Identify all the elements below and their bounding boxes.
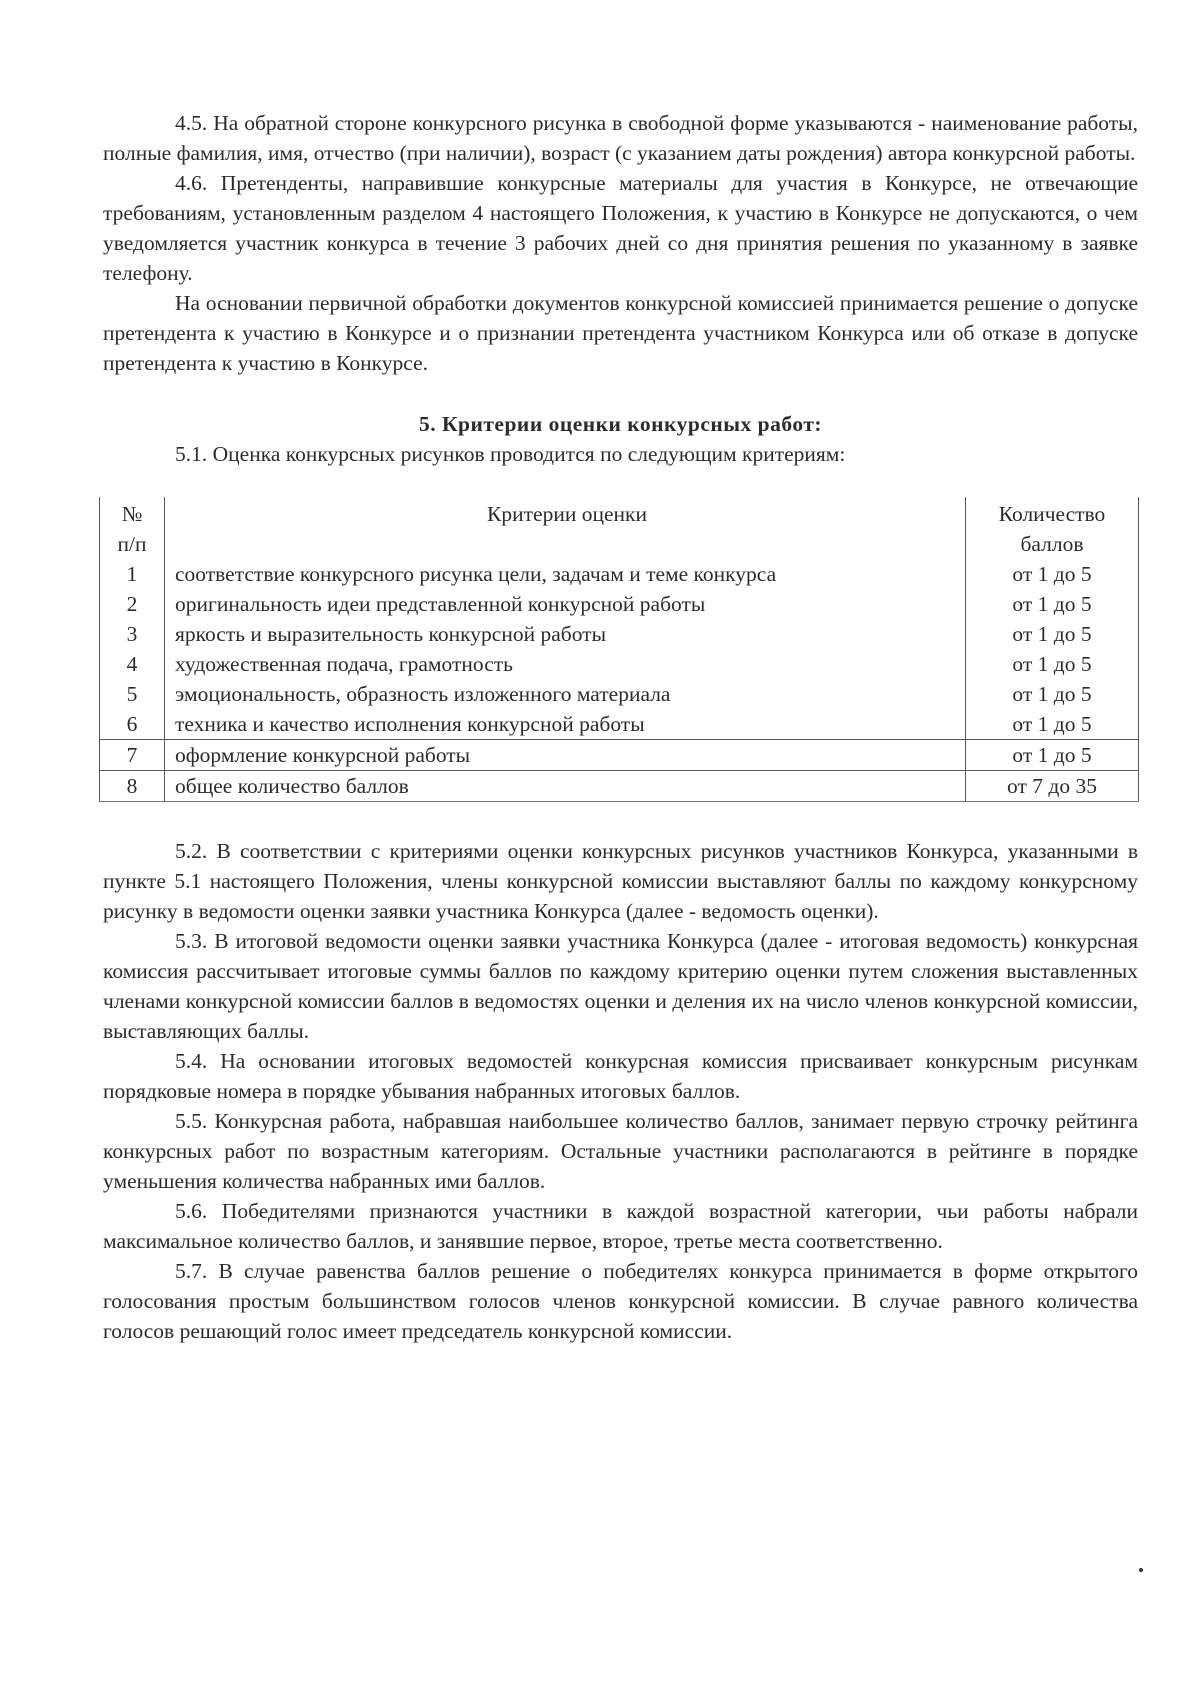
paragraph-5-2: 5.2. В соответствии с критериями оценки конкурсных рисунков участников Конкурса, указанными в пункте 5.1 настоящего Положения, члены конкурсной комиссии выставляют баллы по каждому конкурсному рисунку в ведомости оценки заявки участника Конкурса (далее - ведомость оценки). [103, 839, 1138, 923]
header-points [966, 497, 1139, 559]
row-points: от 1 до 5 [966, 709, 1139, 740]
stray-mark [1139, 1568, 1143, 1572]
row-points: от 1 до 5 [966, 679, 1139, 709]
paragraph-5-6: 5.6. Победителями признаются участники в каждой возрастной категории, чьи работы набрали максимальное количество баллов, и занявшие первое, второе, третье места соответственно. [103, 1199, 1138, 1253]
table-row [100, 619, 1139, 649]
row-criterion: оформление конкурсной работы [165, 740, 966, 771]
table-row [100, 771, 1139, 802]
header-criterion: Критерии оценки [165, 497, 966, 559]
row-number: 8 [100, 771, 165, 802]
row-points: от 1 до 5 [966, 619, 1139, 649]
row-criterion: техника и качество исполнения конкурсной работы [165, 709, 966, 740]
row-points: от 1 до 5 [966, 559, 1139, 589]
row-number: 1 [100, 559, 165, 589]
row-number: 3 [100, 619, 165, 649]
header-number [100, 497, 165, 559]
row-number: 2 [100, 589, 165, 619]
table-row [100, 679, 1139, 709]
table-row [100, 740, 1139, 771]
table-header-row [100, 497, 1139, 559]
header-points-line1: Количество [998, 502, 1106, 526]
paragraph-5-3: 5.3. В итоговой ведомости оценки заявки участника Конкурса (далее - итоговая ведомость) конкурсная комиссия рассчитывает итоговые суммы баллов по каждому критерию оценки путем сложения выставленных членами конкурсной комиссии баллов в ведомостях оценки и деления их на число членов конкурсной комиссии, выставляющих баллы. [103, 929, 1138, 1043]
paragraph-5-5: 5.5. Конкурсная работа, набравшая наибольшее количество баллов, занимает первую строчку рейтинга конкурсных работ по возрастным категориям. Остальные участники располагаются в рейтинге в порядке уменьшения количества набранных ими баллов. [103, 1109, 1138, 1193]
spacer [103, 802, 1138, 836]
row-criterion: эмоциональность, образность изложенного материала [165, 679, 966, 709]
document-page [103, 108, 1138, 1346]
header-number-line1: № [121, 502, 143, 526]
paragraph-5-4: 5.4. На основании итоговых ведомостей конкурсная комиссия присваивает конкурсным рисункам порядковые номера в порядке убывания набранных итоговых баллов. [103, 1049, 1138, 1103]
row-number: 6 [100, 709, 165, 740]
paragraph-4-decision: На основании первичной обработки документов конкурсной комиссией принимается решение о допуске претендента к участию в Конкурсе и о признании претендента участником Конкурса или об отказе в допуске претендента к участию в Конкурсе. [103, 291, 1138, 375]
row-criterion: яркость и выразительность конкурсной работы [165, 619, 966, 649]
row-number: 7 [100, 740, 165, 771]
paragraph-4-6: 4.6. Претенденты, направившие конкурсные материалы для участия в Конкурсе, не отвечающие требованиям, установленным разделом 4 настоящего Положения, к участию в Конкурсе не допускаются, о чем уведомляется участник конкурса в течение 3 рабочих дней со дня принятия решения по указанному в заявке телефону. [103, 171, 1138, 285]
section-5-heading: 5. Критерии оценки конкурсных работ: [418, 412, 823, 436]
row-number: 5 [100, 679, 165, 709]
row-points: от 1 до 5 [966, 740, 1139, 771]
table-row [100, 589, 1139, 619]
table-row [100, 559, 1139, 589]
row-criterion: художественная подача, грамотность [165, 649, 966, 679]
row-criterion: общее количество баллов [165, 771, 966, 802]
table-row [100, 709, 1139, 740]
row-number: 4 [100, 649, 165, 679]
header-points-line2: баллов [1020, 532, 1084, 556]
paragraph-5-7: 5.7. В случае равенства баллов решение о победителях конкурса принимается в форме открытого голосования простым большинством голосов членов конкурсной комиссии. В случае равного количества голосов решающий голос имеет председатель конкурсной комиссии. [103, 1259, 1138, 1343]
paragraph-4-5: 4.5. На обратной стороне конкурсного рисунка в свободной форме указываются - наименование работы, полные фамилия, имя, отчество (при наличии), возраст (с указанием даты рождения) автора конкурсной работы. [103, 111, 1138, 165]
row-criterion: оригинальность идеи представленной конкурсной работы [165, 589, 966, 619]
row-points: от 1 до 5 [966, 649, 1139, 679]
row-points: от 1 до 5 [966, 589, 1139, 619]
criteria-table [99, 497, 1139, 802]
row-points: от 7 до 35 [966, 771, 1139, 802]
paragraph-5-1: 5.1. Оценка конкурсных рисунков проводится по следующим критериям: [175, 442, 846, 466]
table-row [100, 649, 1139, 679]
header-number-line2: п/п [117, 532, 147, 556]
spacer [103, 378, 1138, 409]
row-criterion: соответствие конкурсного рисунка цели, задачам и теме конкурса [165, 559, 966, 589]
